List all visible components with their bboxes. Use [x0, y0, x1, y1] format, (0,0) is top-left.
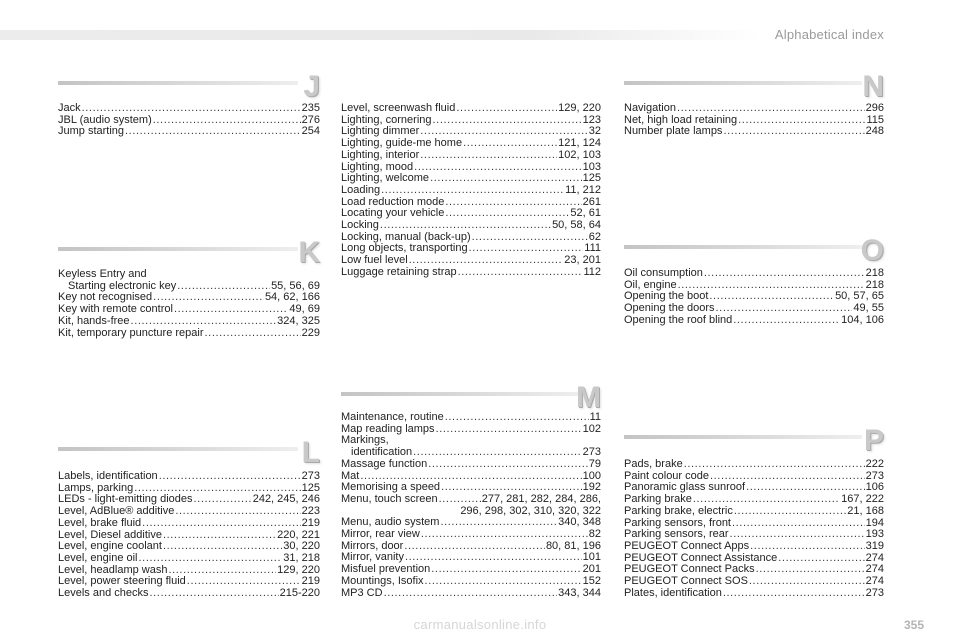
dot-leader [732, 518, 865, 529]
entry-term: Lighting, guide-me home [341, 137, 463, 150]
dot-leader [756, 564, 865, 575]
entry-pages: 152 [582, 574, 601, 587]
page-number: 355 [903, 618, 924, 632]
dot-leader [205, 328, 301, 339]
dot-leader [436, 424, 582, 435]
entry-pages: 223 [301, 505, 320, 518]
entry-term: Net, high load retaining [624, 113, 738, 126]
index-entry [624, 576, 884, 588]
entry-pages: 111 [584, 242, 601, 255]
dot-leader [433, 115, 582, 126]
entry-term: identification [351, 446, 413, 459]
index-entry [341, 185, 601, 197]
dot-leader [746, 482, 865, 493]
entry-term: Lighting dimmer [341, 125, 420, 138]
dot-leader [738, 115, 865, 126]
dot-leader [421, 529, 588, 540]
entry-term: Level, Diesel additive [58, 528, 162, 541]
entry-term: Map reading lamps [341, 422, 435, 435]
dot-leader [678, 280, 865, 291]
dot-leader [150, 588, 279, 599]
entry-term: Parking sensors, front [624, 516, 731, 529]
dot-leader [677, 103, 865, 114]
heading-letter: P [863, 424, 884, 457]
entry-term: Maintenance, routine [341, 411, 444, 423]
entry-term: Lighting, welcome [341, 172, 430, 185]
heading-letter: L [301, 436, 320, 469]
entry-term: Number plate lamps [624, 125, 723, 138]
header-bar [0, 30, 760, 40]
entry-pages: 102 [582, 422, 601, 435]
entry-pages: 21, 168 [847, 504, 884, 517]
entry-pages: 129, 220 [277, 563, 320, 576]
entry-pages: 50, 58, 64 [552, 219, 601, 232]
heading-bar [341, 392, 579, 396]
entry-pages: 49, 69 [289, 303, 320, 316]
dot-leader [131, 316, 277, 327]
entry-pages: 121, 124 [558, 137, 601, 150]
heading-letter: N [862, 70, 884, 103]
entry-term: Parking sensors, rear [624, 528, 729, 541]
dot-leader [723, 588, 865, 599]
entry-term: Misfuel prevention [341, 563, 431, 576]
dot-leader [778, 553, 864, 564]
dot-leader [163, 530, 276, 541]
dot-leader [125, 126, 301, 137]
dot-leader [381, 185, 564, 196]
entry-pages: 193 [865, 528, 884, 541]
entry-pages: 82 [588, 528, 601, 541]
index-entry [341, 588, 601, 600]
dot-leader [716, 303, 853, 314]
entry-term: Mountings, Isofix [341, 574, 424, 587]
entry-term: Locating your vehicle [341, 207, 445, 220]
entry-pages: 167, 222 [841, 493, 884, 506]
entry-pages: 343, 344 [558, 586, 601, 599]
markings-label: Markings, [341, 434, 389, 447]
entry-pages: 340, 348 [558, 516, 601, 529]
heading-letter: M [576, 381, 601, 414]
entry-pages: 222 [865, 458, 884, 470]
dot-leader [439, 494, 481, 505]
index-entry [58, 103, 320, 115]
dot-leader [734, 506, 846, 517]
index-entry [58, 328, 320, 340]
entry-pages: 319 [865, 539, 884, 552]
entry-pages: 112 [583, 265, 601, 278]
entry-pages: 218 [865, 267, 884, 279]
dot-leader [463, 138, 557, 149]
entry-term: Level, screenwash fluid [341, 102, 456, 114]
entry-term: Parking brake, electric [624, 504, 733, 517]
dot-leader [733, 315, 840, 326]
dot-leader [445, 208, 569, 219]
entry-pages: 192 [582, 481, 601, 494]
entry-term: Low fuel level [341, 254, 408, 267]
entry-pages: 31, 218 [283, 551, 320, 564]
index-list-j [58, 103, 320, 138]
entry-pages: 201 [582, 563, 601, 576]
index-entry [341, 103, 601, 115]
index-list-l [58, 471, 320, 600]
entry-term: Opening the doors [624, 302, 715, 315]
entry-term: Loading [341, 183, 381, 196]
entry-term: Paint colour code [624, 469, 709, 482]
entry-pages: 276 [301, 113, 320, 126]
watermark: carmanualsonline.info [413, 617, 547, 632]
entry-term: Menu, touch screen [341, 492, 438, 505]
index-list-m-part-b [341, 447, 601, 506]
heading-bar [624, 245, 862, 249]
entry-term: Level, headlamp wash [58, 563, 168, 576]
index-entry [624, 268, 884, 280]
entry-pages: 215-220 [279, 587, 320, 600]
entry-pages: 273 [865, 586, 884, 599]
dot-leader [134, 483, 300, 494]
entry-term: Opening the boot [624, 290, 709, 303]
entry-term: Opening the roof blind [624, 313, 733, 326]
dot-leader [82, 103, 301, 114]
entry-term: PEUGEOT Connect Apps [624, 539, 750, 552]
dot-leader [704, 268, 865, 279]
index-entry [58, 126, 320, 138]
index-list-k [58, 269, 320, 339]
entry-term: Locking, manual (back-up) [341, 230, 471, 243]
entry-term: Luggage retaining strap [341, 265, 457, 278]
index-entry [58, 553, 320, 565]
dot-leader [168, 565, 276, 576]
index-entry [341, 576, 601, 588]
entry-term: Lighting, cornering [341, 113, 432, 126]
entry-pages: 103 [582, 160, 601, 173]
entry-term: Oil consumption [624, 267, 703, 279]
entry-pages: 273 [301, 470, 320, 482]
entry-term: Jack [58, 102, 81, 114]
entry-term: Mat [341, 469, 360, 482]
entry-term: Mirror, vanity [341, 551, 404, 564]
index-list-m [341, 412, 601, 599]
index-list-p [624, 459, 884, 599]
dot-leader [445, 197, 581, 208]
dot-leader [142, 518, 300, 529]
dot-leader [380, 220, 551, 231]
heading-letter: K [298, 236, 320, 269]
index-entry [58, 518, 320, 530]
entry-pages: 101 [582, 551, 601, 564]
entry-pages: 125 [582, 172, 601, 185]
index-entry [341, 220, 601, 232]
entry-term: Labels, identification [58, 470, 158, 482]
entry-term: Navigation [624, 102, 676, 114]
section-title: Alphabetical index [774, 27, 884, 42]
entry-term: Starting electronic key [68, 279, 177, 292]
entry-pages: 11, 212 [565, 183, 601, 196]
entry-pages: 296 [865, 102, 884, 114]
dot-leader [431, 564, 581, 575]
dot-leader [420, 150, 557, 161]
entry-term: Massage function [341, 457, 428, 470]
entry-term: Level, AdBlue® additive [58, 505, 175, 518]
entry-pages: 100 [582, 469, 601, 482]
entry-pages: 106 [865, 481, 884, 494]
entry-pages: 55, 56, 69 [271, 279, 320, 292]
dot-leader [153, 292, 264, 303]
keyless-entry-label: Keyless Entry and [58, 268, 147, 280]
entry-pages: 220, 221 [277, 528, 320, 541]
index-entry [58, 316, 320, 328]
dot-leader [409, 255, 564, 266]
dot-leader [425, 576, 582, 587]
index-entry [624, 126, 884, 138]
entry-pages: 49, 55 [853, 302, 884, 315]
dot-leader [440, 517, 557, 528]
entry-pages: 254 [301, 125, 320, 138]
dot-leader [159, 471, 301, 482]
entry-pages: 248 [865, 125, 884, 138]
entry-pages: 242, 245, 246 [252, 493, 320, 506]
entry-term: Jump starting [58, 125, 125, 138]
dot-leader [430, 173, 582, 184]
entry-term: Panoramic glass sunroof [624, 481, 746, 494]
entry-pages: 273 [582, 446, 601, 459]
entry-pages: 104, 106 [841, 313, 884, 326]
entry-pages: 52, 61 [570, 207, 601, 220]
entry-pages: 80, 81, 196 [545, 539, 601, 552]
dot-leader [472, 232, 588, 243]
entry-pages: 50, 57, 65 [835, 290, 884, 303]
dot-leader [405, 552, 582, 563]
entry-term: Pads, brake [624, 458, 683, 470]
index-entry [341, 494, 601, 506]
dot-leader [445, 412, 589, 423]
entry-pages: 23, 201 [564, 254, 601, 267]
dot-leader [749, 576, 865, 587]
heading-bar [624, 435, 862, 439]
dot-leader [456, 103, 557, 114]
entry-pages: 218 [865, 278, 884, 291]
heading-bar [624, 81, 862, 85]
dot-leader [414, 162, 581, 173]
entry-term: Long objects, transporting [341, 242, 468, 255]
dot-leader [384, 588, 558, 599]
index-entry [624, 459, 884, 471]
heading-bar [58, 247, 298, 251]
entry-term: Kit, temporary puncture repair [58, 326, 204, 339]
dot-leader [428, 459, 588, 470]
dot-leader [710, 471, 865, 482]
entry-term: Level, engine coolant [58, 540, 162, 553]
index-entry [341, 173, 601, 185]
entry-term: Lighting, interior [341, 148, 420, 161]
index-entry [624, 541, 884, 553]
dot-leader [175, 506, 300, 517]
entry-term: Level, power steering fluid [58, 575, 186, 588]
entry-term: Locking [341, 219, 379, 232]
entry-pages: 79 [588, 457, 601, 470]
index-list-m-part-c [341, 517, 601, 599]
dot-leader [174, 304, 288, 315]
entry-pages: 102, 103 [558, 148, 601, 161]
dot-leader [420, 126, 587, 137]
entry-term: Level, brake fluid [58, 516, 142, 529]
entry-pages: 32 [588, 125, 601, 138]
heading-letter: J [303, 70, 320, 103]
dot-leader [163, 541, 282, 552]
entry-pages: 219 [301, 575, 320, 588]
index-entry [624, 315, 884, 327]
dot-leader [730, 529, 865, 540]
dot-leader [153, 115, 301, 126]
entry-pages: 125 [301, 481, 320, 494]
dot-leader [709, 291, 834, 302]
dot-leader [404, 541, 545, 552]
dot-leader [693, 494, 840, 505]
index-list-m-part-a [341, 412, 601, 435]
index-entry [341, 412, 601, 424]
entry-pages: 11 [589, 411, 601, 423]
entry-term: PEUGEOT Connect SOS [624, 575, 748, 588]
entry-pages: 194 [865, 516, 884, 529]
entry-pages: 235 [301, 102, 320, 114]
entry-term: Key with remote control [58, 303, 173, 316]
entry-term: Key not recognised [58, 291, 153, 304]
dot-leader [469, 243, 584, 254]
index-entry [341, 459, 601, 471]
index-list-n [624, 103, 884, 138]
index-entry [624, 103, 884, 115]
dot-leader [177, 281, 270, 292]
entry-term: LEDs - light-emitting diodes [58, 493, 193, 506]
entry-pages: 30, 220 [283, 540, 320, 553]
entry-term: Load reduction mode [341, 195, 445, 208]
index-list-l-continued [341, 103, 601, 279]
entry-term: Lamps, parking [58, 481, 134, 494]
entry-pages: 274 [865, 551, 884, 564]
heading-bar [58, 81, 298, 85]
entry-term: PEUGEOT Connect Packs [624, 563, 755, 576]
entry-term: Levels and checks [58, 587, 149, 600]
dot-leader [187, 576, 301, 587]
index-entry [624, 506, 884, 518]
entry-pages: 54, 62, 166 [264, 291, 320, 304]
heading-bar [58, 447, 298, 451]
heading-letter: O [860, 234, 884, 267]
entry-pages: 273 [865, 469, 884, 482]
index-list-o [624, 268, 884, 327]
entry-term: Oil, engine [624, 278, 677, 291]
dot-leader [684, 459, 865, 470]
dot-leader [360, 471, 581, 482]
index-entry [58, 588, 320, 600]
entry-pages: 261 [582, 195, 601, 208]
entry-term: MP3 CD [341, 586, 383, 599]
dot-leader [413, 447, 581, 458]
entry-pages: 62 [588, 230, 601, 243]
entry-pages: 219 [301, 516, 320, 529]
dot-leader [750, 541, 865, 552]
index-entry [58, 471, 320, 483]
entry-pages: 115 [866, 113, 884, 126]
entry-term: Menu, audio system [341, 516, 440, 529]
entry-pages: 274 [865, 575, 884, 588]
entry-term: Parking brake [624, 493, 692, 506]
entry-term: Level, engine oil [58, 551, 138, 564]
dot-leader [458, 267, 583, 278]
entry-term: Plates, identification [624, 586, 722, 599]
entry-term: Memorising a speed [341, 481, 441, 494]
touch-screen-pages-cont: 296, 298, 302, 310, 320, 322 [460, 504, 601, 517]
index-entry [341, 267, 601, 279]
index-entry [624, 588, 884, 600]
dot-leader [723, 126, 864, 137]
entry-term: Kit, hands-free [58, 314, 130, 327]
index-entry [341, 529, 601, 541]
index-list-k-entries [58, 281, 320, 340]
entry-pages: 123 [582, 113, 601, 126]
entry-term: Mirror, rear view [341, 528, 420, 541]
dot-leader [194, 494, 252, 505]
entry-pages: 274 [865, 563, 884, 576]
entry-pages: 277, 281, 282, 284, 286, [481, 492, 601, 505]
entry-term: Lighting, mood [341, 160, 414, 173]
entry-term: Mirrors, door [341, 539, 404, 552]
dot-leader [139, 553, 283, 564]
index-entry [341, 150, 601, 162]
entry-pages: 129, 220 [558, 102, 601, 114]
entry-term: JBL (audio system) [58, 113, 152, 126]
dot-leader [441, 482, 582, 493]
entry-pages: 229 [301, 326, 320, 339]
entry-pages: 324, 325 [277, 314, 320, 327]
entry-term: PEUGEOT Connect Assistance [624, 551, 778, 564]
